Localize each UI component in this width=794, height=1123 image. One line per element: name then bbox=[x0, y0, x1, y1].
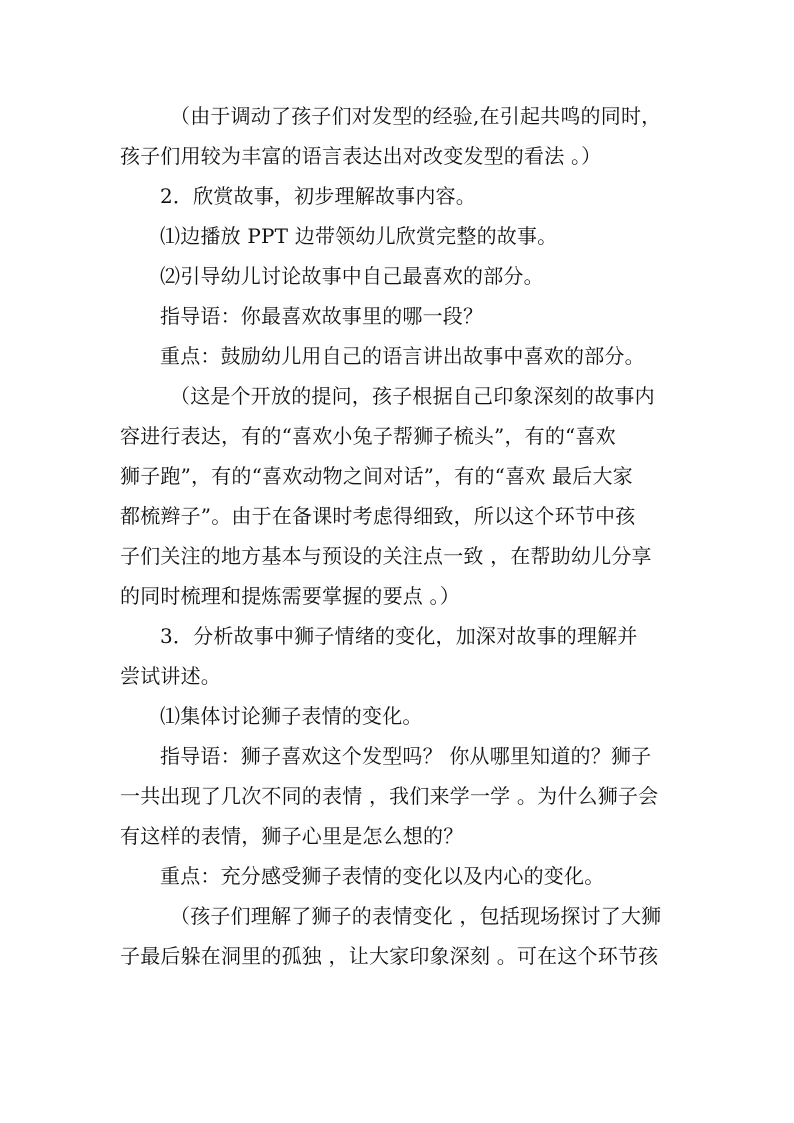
paragraph-line: 狮子跑”，有的“喜欢动物之间对话”，有的“喜欢 最后大家 bbox=[120, 464, 633, 488]
paragraph-line: 一共出现了几次不同的表情 ，我们来学一学 。为什么狮子会 bbox=[120, 784, 659, 808]
key-point: 重点：鼓励幼儿用自己的语言讲出故事中喜欢的部分。 bbox=[160, 344, 645, 368]
guide-question: 指导语：狮子喜欢这个发型吗？ 你从哪里知道的？狮子 bbox=[160, 744, 652, 768]
paragraph-line: 孩子们用较为丰富的语言表达出对改变发型的看法 。） bbox=[120, 144, 602, 168]
section-heading: 3．分析故事中狮子情绪的变化，加深对故事的理解并 bbox=[160, 624, 638, 648]
paragraph-line: 有这样的表情，狮子心里是怎么想的？ bbox=[120, 824, 464, 848]
paragraph-line: （由于调动了孩子们对发型的经验,在引起共鸣的同时， bbox=[170, 104, 662, 128]
step-item: ⑵引导幼儿讨论故事中自己最喜欢的部分。 bbox=[160, 264, 544, 288]
paragraph-line: 容进行表达，有的“喜欢小兔子帮狮子梳头”，有的“喜欢 bbox=[120, 424, 616, 448]
step-item: ⑴集体讨论狮子表情的变化。 bbox=[160, 704, 423, 728]
paragraph-line: 子们关注的地方基本与预设的关注点一致 ，在帮助幼儿分享 bbox=[120, 544, 652, 568]
section-heading-continued: 尝试讲述。 bbox=[120, 664, 221, 688]
paragraph-line: （孩子们理解了狮子的表情变化 ，包括现场探讨了大狮 bbox=[170, 904, 662, 928]
key-point: 重点：充分感受狮子表情的变化以及内心的变化。 bbox=[160, 864, 605, 888]
paragraph-line: 的同时梳理和提炼需要掌握的要点 。） bbox=[120, 584, 460, 608]
paragraph-line: （这是个开放的提问，孩子根据自己印象深刻的故事内 bbox=[170, 384, 655, 408]
paragraph-line: 都梳辫子”。由于在备课时考虑得细致，所以这个环节中孩 bbox=[120, 504, 636, 528]
paragraph-line: 子最后躲在洞里的孤独 ，让大家印象深刻 。可在这个环节孩 bbox=[120, 944, 659, 968]
guide-question: 指导语：你最喜欢故事里的哪一段？ bbox=[160, 304, 484, 328]
section-heading: 2．欣赏故事，初步理解故事内容。 bbox=[160, 184, 476, 208]
step-item: ⑴边播放 PPT 边带领幼儿欣赏完整的故事。 bbox=[160, 224, 558, 248]
document-body bbox=[120, 96, 696, 976]
